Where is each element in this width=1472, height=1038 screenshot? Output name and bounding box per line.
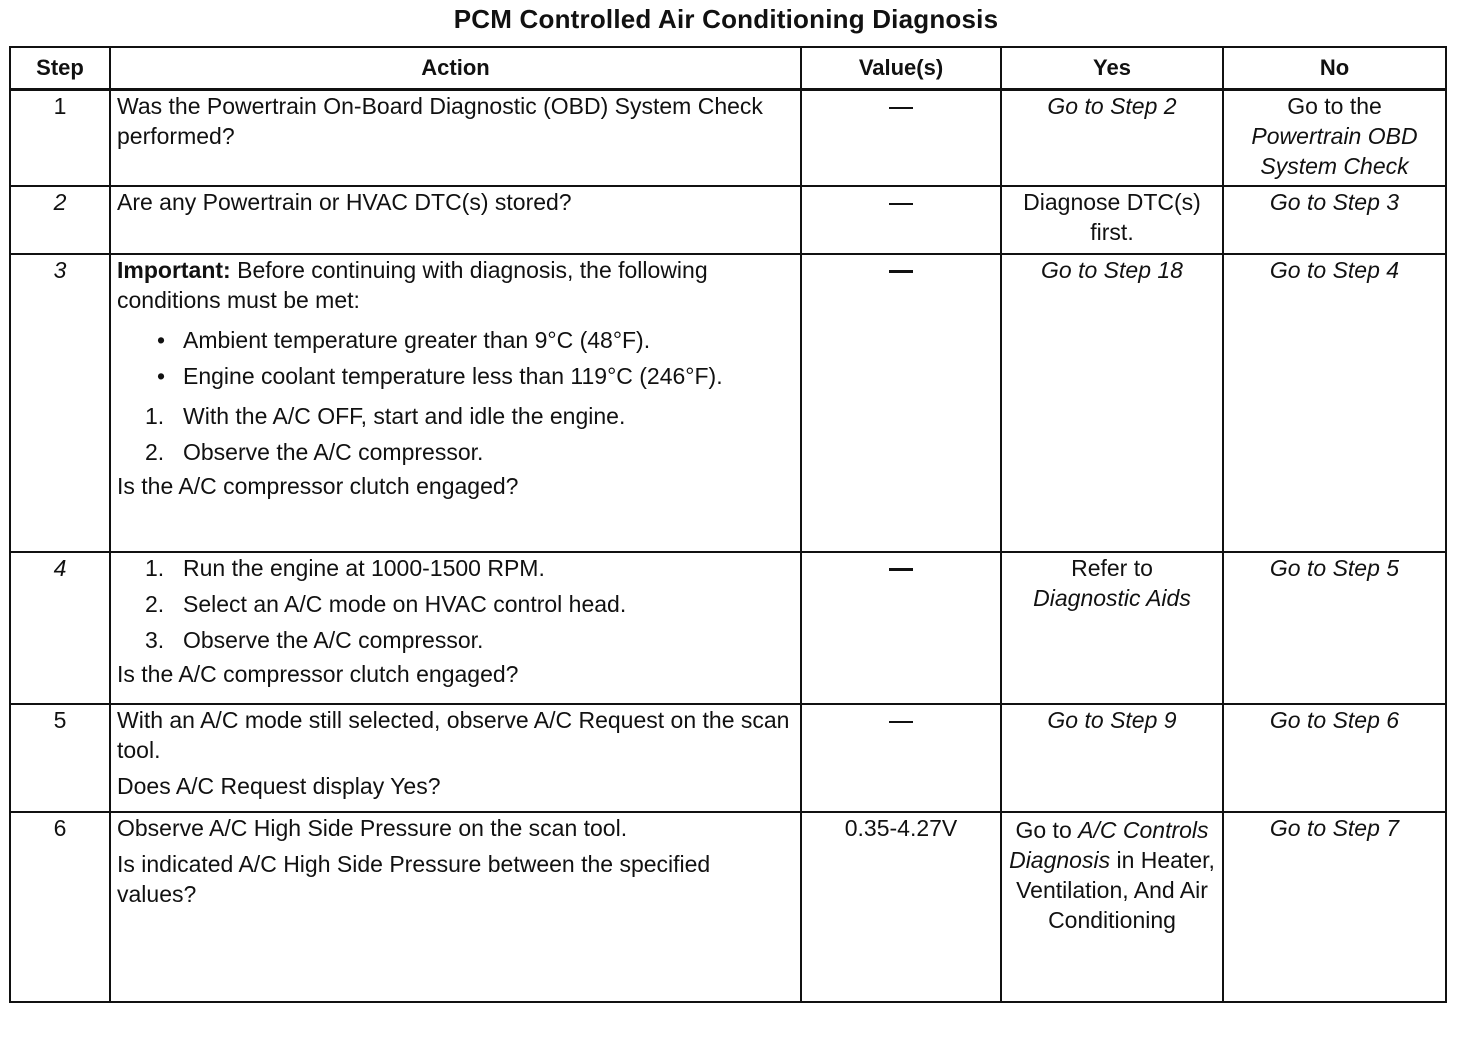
important-note <box>117 255 794 315</box>
important-label: Important: <box>117 257 231 283</box>
bullet-glyph: • <box>157 327 166 353</box>
bullet-item: • Ambient temperature greater than 9°C (48°F). <box>157 327 651 353</box>
step-number: 2 <box>10 186 110 254</box>
value-range: 0.35-4.27V <box>844 815 958 841</box>
action-cell <box>110 254 801 552</box>
table-row <box>10 552 1446 704</box>
header-yes: Yes <box>1001 47 1223 90</box>
step-label: 3. <box>145 627 165 653</box>
step-label: 1. <box>145 555 165 581</box>
no-cell <box>1223 812 1446 1002</box>
no-value-dash <box>889 721 913 723</box>
document-title: PCM Controlled Air Conditioning Diagnosis <box>453 4 999 34</box>
yes-prefix: Refer to <box>1071 555 1153 581</box>
table-row <box>10 812 1446 1002</box>
action-text: With an A/C mode still selected, observe A/C Request on the scan tool. <box>117 707 790 763</box>
no-link[interactable]: Go to Step 4 <box>1269 257 1400 283</box>
yes-text: Diagnose DTC(s) first. <box>1023 189 1201 245</box>
action-cell <box>110 704 801 812</box>
header-action: Action <box>110 47 801 90</box>
action-text: Was the Powertrain On-Board Diagnostic (OBD) System Check performed? <box>117 93 763 149</box>
no-cell <box>1223 90 1446 187</box>
action-cell <box>110 552 801 704</box>
header-step: Step <box>10 47 110 90</box>
value-cell <box>801 552 1001 704</box>
yes-link[interactable]: A/C Controls Diagnosis <box>1009 817 1209 873</box>
value-cell <box>801 186 1001 254</box>
important-text: Before continuing with diagnosis, the following conditions must be met: <box>117 257 708 313</box>
yes-suffix: in Heater, Ventilation, And Air Conditioning <box>1016 847 1215 933</box>
no-link[interactable]: Powertrain OBD System Check <box>1251 123 1418 179</box>
step-number: 3 <box>10 254 110 552</box>
no-value-dash <box>889 568 913 571</box>
step-label: 2. <box>145 591 165 617</box>
table-row <box>10 704 1446 812</box>
step-number: 4 <box>10 552 110 704</box>
value-cell <box>801 812 1001 1002</box>
numbered-step: 3. Observe the A/C compressor. <box>145 627 484 653</box>
no-cell <box>1223 704 1446 812</box>
action-cell <box>110 186 801 254</box>
action-cell <box>110 90 801 187</box>
yes-cell <box>1001 704 1223 812</box>
numbered-step: 1. Run the engine at 1000-1500 RPM. <box>145 555 545 581</box>
bullet-glyph: • <box>157 363 166 389</box>
step-number: 5 <box>10 704 110 812</box>
step-number: 6 <box>10 812 110 1002</box>
no-link[interactable]: Go to Step 7 <box>1269 815 1400 841</box>
yes-link[interactable]: Go to Step 18 <box>1041 257 1183 283</box>
no-link[interactable]: Go to Step 3 <box>1269 189 1400 215</box>
yes-cell <box>1001 812 1223 1002</box>
value-cell <box>801 254 1001 552</box>
numbered-step: 2. Observe the A/C compressor. <box>145 439 484 465</box>
action-text: Are any Powertrain or HVAC DTC(s) stored? <box>117 189 572 215</box>
step-label: 1. <box>145 403 165 429</box>
action-cell <box>110 812 801 1002</box>
yes-link[interactable]: Go to Step 9 <box>1047 707 1177 733</box>
yes-prefix: Go to <box>1015 817 1079 843</box>
header-no: No <box>1223 47 1446 90</box>
table-row <box>10 186 1446 254</box>
yes-link[interactable]: Go to Step 2 <box>1047 93 1177 119</box>
yes-cell <box>1001 90 1223 187</box>
no-cell <box>1223 552 1446 704</box>
no-value-dash <box>889 270 913 273</box>
no-cell <box>1223 254 1446 552</box>
no-link[interactable]: Go to Step 5 <box>1269 555 1400 581</box>
no-value-dash <box>889 203 913 205</box>
yes-cell <box>1001 552 1223 704</box>
yes-cell <box>1001 254 1223 552</box>
no-link[interactable]: Go to Step 6 <box>1269 707 1400 733</box>
no-prefix: Go to the <box>1287 93 1382 119</box>
step-label: 2. <box>145 439 165 465</box>
question-text: Is the A/C compressor clutch engaged? <box>117 473 519 499</box>
bullet-item: • Engine coolant temperature less than 119°C (246°F). <box>157 363 723 389</box>
value-cell <box>801 90 1001 187</box>
no-value-dash <box>889 107 913 109</box>
diagnosis-table <box>9 46 1447 1003</box>
question-text: Is the A/C compressor clutch engaged? <box>117 661 519 687</box>
value-cell <box>801 704 1001 812</box>
table-row <box>10 254 1446 552</box>
question-text: Is indicated A/C High Side Pressure between the specified values? <box>117 851 711 907</box>
table-row <box>10 90 1446 187</box>
header-values: Value(s) <box>801 47 1001 90</box>
numbered-step: 2. Select an A/C mode on HVAC control head. <box>145 591 627 617</box>
table-header-row <box>10 47 1446 90</box>
yes-link[interactable]: Diagnostic Aids <box>1033 585 1191 611</box>
question-text: Does A/C Request display Yes? <box>117 773 441 799</box>
action-text: Observe A/C High Side Pressure on the scan tool. <box>117 815 628 841</box>
step-number: 1 <box>10 90 110 187</box>
no-cell <box>1223 186 1446 254</box>
yes-cell <box>1001 186 1223 254</box>
numbered-step: 1. With the A/C OFF, start and idle the engine. <box>145 403 626 429</box>
